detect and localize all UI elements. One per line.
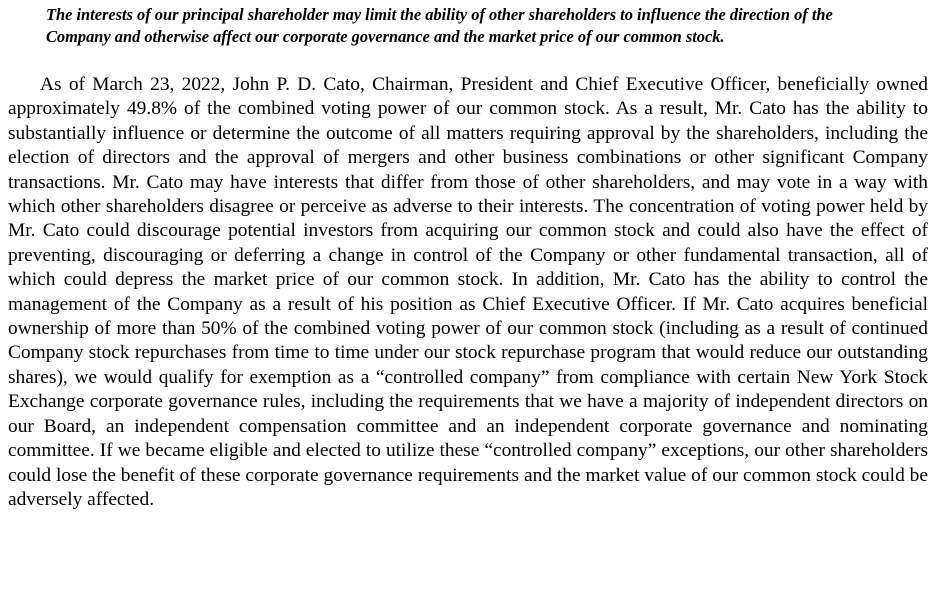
document-section xyxy=(8,4,928,512)
risk-factor-paragraph: As of March 23, 2022, John P. D. Cato, Chairman, President and Chief Executive Officer, beneficially owned approximately 49.8% of the combined voting power of our common stock. As a result, Mr. Cato has the ability to substantially influence or determine the outcome of all matters requiring approval by the shareholders, including the election of directors and the approval of mergers and other business combinations or other significant Company transactions. Mr. Cato may have interests that differ from those of other shareholders, and may vote in a way with which other shareholders disagree or perceive as adverse to their interests. The concentration of voting power held by Mr. Cato could discourage potential investors from acquiring our common stock and could also have the effect of preventing, discouraging or deferring a change in control of the Company or other fundamental transaction, all of which could depress the market price of our common stock. In addition, Mr. Cato has the ability to control the management of the Company as a result of his position as Chief Executive Officer. If Mr. Cato acquires beneficial ownership of more than 50% of the combined voting power of our common stock (including as a result of continued Company stock repurchases from time to time under our stock repurchase program that would reduce our outstanding shares), we would qualify for exemption as a “controlled company” from compliance with certain New York Stock Exchange corporate governance rules, including the requirements that we have a majority of independent directors on our Board, an independent compensation committee and an independent corporate governance and nominating committee. If we became eligible and elected to utilize these “controlled company” exceptions, our other shareholders could lose the benefit of these corporate governance requirements and the market value of our common stock could be adversely affected. xyxy=(8,74,928,510)
risk-factor-heading: The interests of our principal shareholder may limit the ability of other shareholders to influence the direction of the Company and otherwise affect our corporate governance and the market price of our common stock. xyxy=(46,5,833,46)
